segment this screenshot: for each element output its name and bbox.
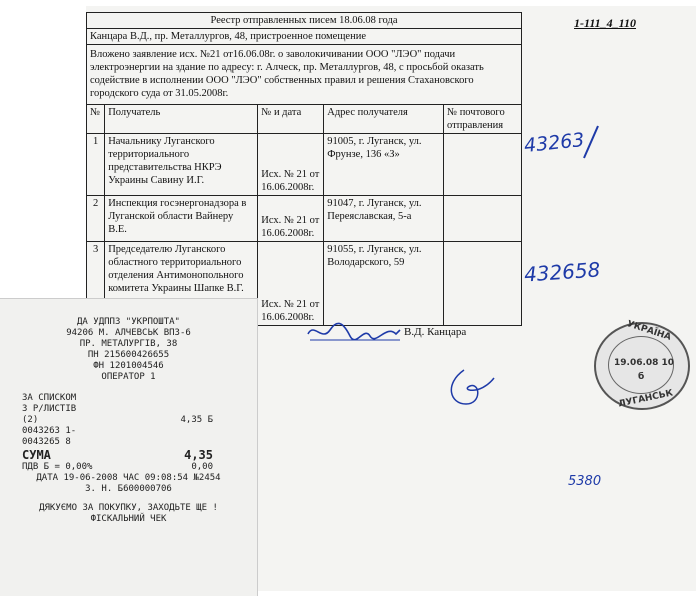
row-recipient: Начальнику Луганского территориального представительства НКРЭ Украины Савину И.Г.	[105, 134, 258, 196]
receipt-qty: (2)	[22, 415, 39, 425]
header-address: Адрес получателя	[324, 105, 444, 134]
postmark-bottom: ЛУГАНСЬК	[617, 388, 674, 410]
row-num: 3	[87, 242, 105, 326]
receipt-total-label: СУМА	[22, 448, 51, 462]
receipt-letters: 3 Р/ЛИСТІВ	[22, 404, 77, 414]
header-recipient: Получатель	[105, 105, 258, 134]
row-address: 91005, г. Луганск, ул. Фрунзе, 136 «З»	[324, 134, 444, 196]
handwritten-number: 5380	[568, 474, 602, 489]
header-ref: № и дата	[258, 105, 324, 134]
header-post: № почтового отправления	[444, 105, 522, 134]
registry-note: Вложено заявление исх. №21 от16.06.08г. о заволокичивании ООО "ЛЭО" подачи электроэнергии на здание по адресу: г. Алческ, пр. Металлургов, 48, с просьбой оказать содействие в исполнении ООО "ЛЭО" собственных правил и решения Стахановского городского суда от 31.05.2008г.	[87, 45, 522, 105]
receipt-qty-row	[22, 415, 257, 426]
row-ref: Исх. № 21 от 16.06.2008г.	[258, 134, 324, 196]
row-ref: Исх. № 21 от 16.06.2008г.	[258, 242, 324, 326]
receipt-line: 94206 М. АЛЧЕВСЬК ВПЗ-6	[66, 328, 191, 338]
receipt-fiscal: ФІСКАЛЬНИЙ ЧЕК	[90, 514, 167, 524]
receipt-thanks: ДЯКУЄМО ЗА ПОКУПКУ, ЗАХОДЬТЕ ЩЕ !	[39, 503, 218, 513]
row-num: 1	[87, 134, 105, 196]
row-address: 91055, г. Луганск, ул. Володарского, 59	[324, 242, 444, 326]
registry-sender: Канцара В.Д., пр. Металлургов, 48, пристроенное помещение	[87, 29, 522, 45]
row-post	[444, 242, 522, 326]
fiscal-receipt	[0, 298, 258, 596]
receipt-track-2: 0043265 8	[22, 437, 71, 447]
row-address: 91047, г. Луганск, ул. Переяславская, 5-а	[324, 196, 444, 242]
registry-table	[86, 12, 522, 326]
handwritten-slash-icon	[576, 122, 606, 162]
header-num: №	[87, 105, 105, 134]
receipt-datetime: ДАТА 19-06-2008 ЧАС 09:08:54 №2454	[36, 473, 221, 483]
receipt-line: ФН 1201004546	[93, 361, 164, 371]
receipt-total-row	[22, 448, 257, 462]
receipt-line: ДА УДППЗ "УКРПОШТА"	[77, 317, 180, 327]
receipt-line: ОПЕРАТОР 1	[101, 372, 156, 382]
receipt-vat: 0,00	[191, 462, 213, 472]
table-row	[87, 196, 522, 242]
post-number-3: 432658	[523, 257, 602, 287]
postmark-date: 19.06.08 10	[614, 358, 675, 368]
receipt-track-1: 0043263 1-	[22, 426, 77, 436]
receipt-vat-row	[22, 462, 257, 473]
signer-name: В.Д. Канцара	[404, 326, 467, 338]
signature-scribble-icon	[304, 318, 404, 346]
receipt-list-label: ЗА СПИСКОМ	[22, 393, 77, 403]
receipt-line: ПР. МЕТАЛУРГІВ, 38	[79, 339, 178, 349]
receipt-vat-label: ПДВ Б = 0,00%	[22, 462, 93, 472]
table-row	[87, 134, 522, 196]
receipt-line: ПН 215600426655	[87, 350, 170, 360]
row-post	[444, 134, 522, 196]
receipt-qty-sum: 4,35 Б	[180, 415, 213, 425]
postmark-letter: б	[638, 372, 645, 382]
row-post	[444, 196, 522, 242]
postmark-stamp	[594, 319, 690, 410]
registry-title: Реестр отправленных писем 18.06.08 года	[87, 13, 522, 29]
post-number-1: 43263	[523, 128, 586, 158]
second-signature-icon	[440, 364, 498, 412]
postmark-top: УКРАЇНА	[625, 319, 673, 343]
document-reference: 1-111_4_110	[574, 16, 637, 30]
receipt-total: 4,35	[184, 448, 213, 462]
row-ref: Исх. № 21 от 16.06.2008г.	[258, 196, 324, 242]
receipt-zn: З. Н. Б600000706	[85, 484, 172, 494]
row-num: 2	[87, 196, 105, 242]
row-recipient: Инспекция госэнергонадзора в Луганской области Вайнеру В.Е.	[105, 196, 258, 242]
table-header	[87, 105, 522, 134]
row-recipient: Председателю Луганского областного территориального отделения Антимонопольного комитета Украины Шапке В.Г.	[105, 242, 258, 326]
